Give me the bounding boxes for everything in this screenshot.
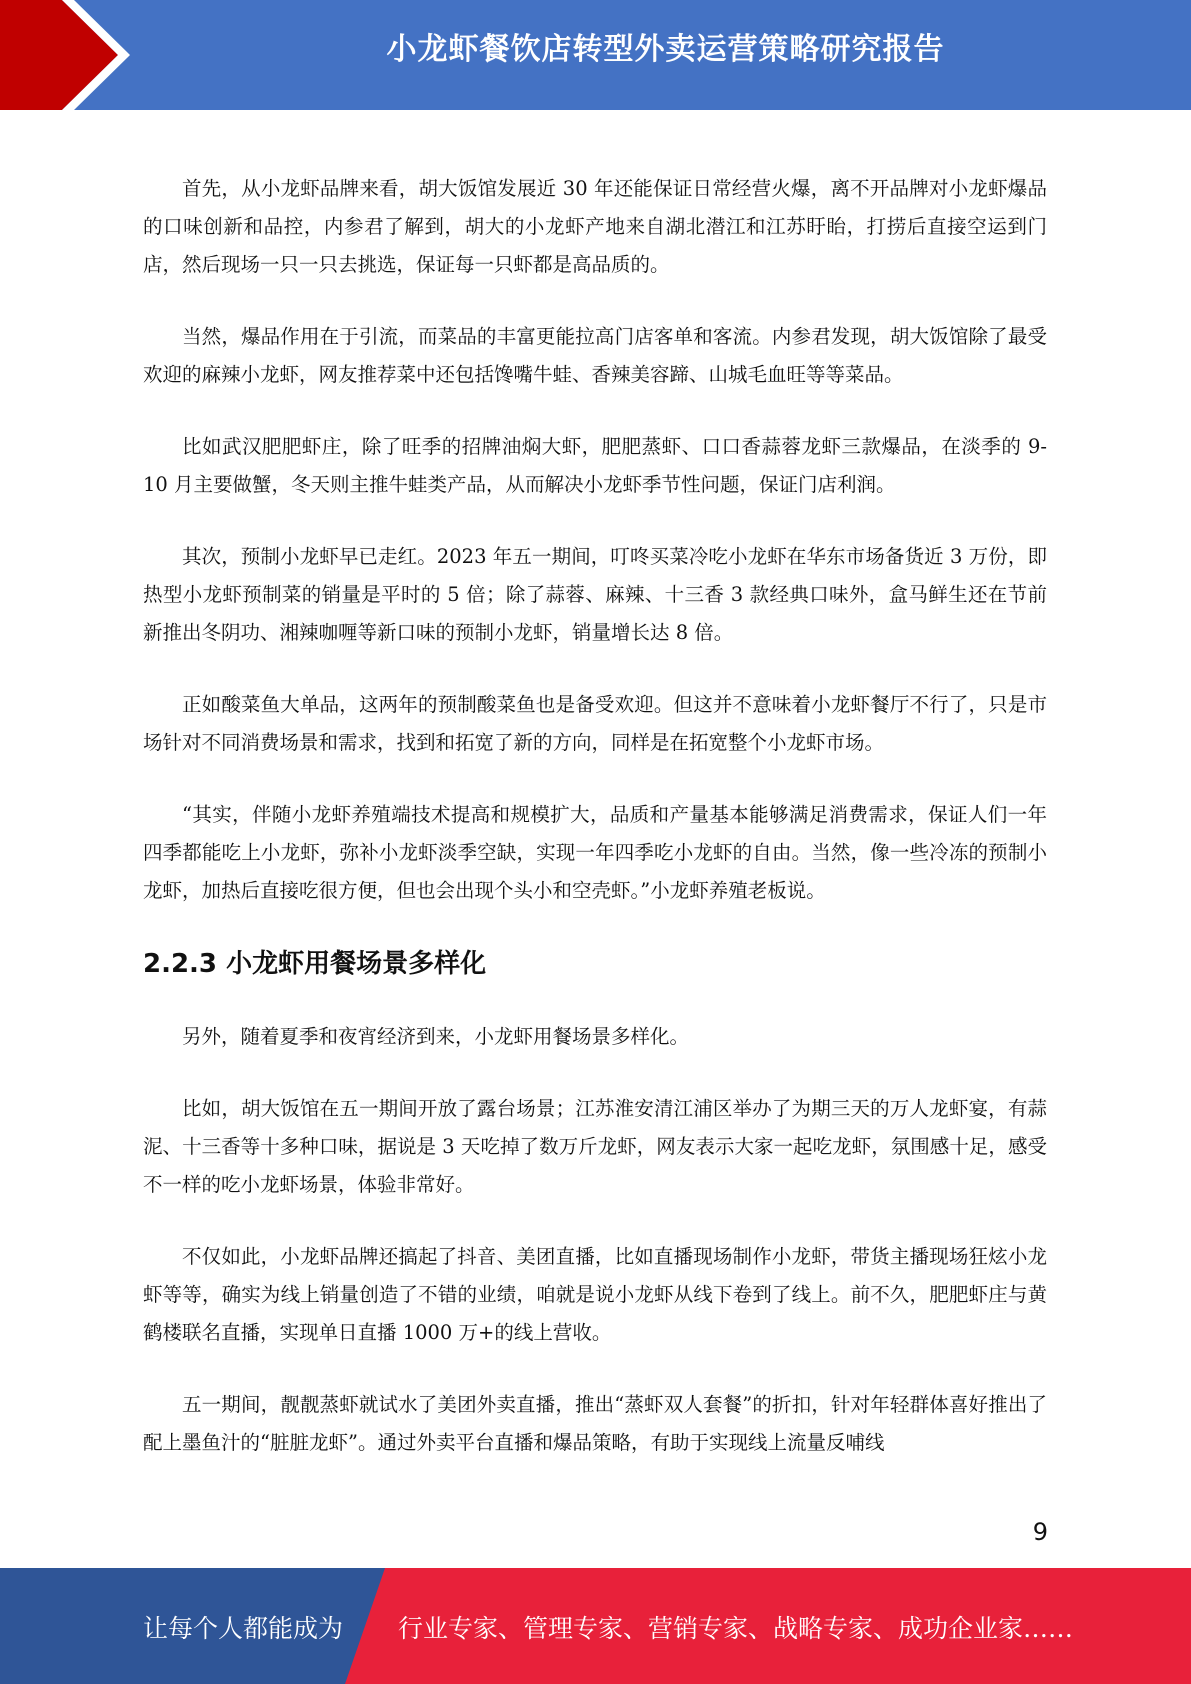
header-banner [0,0,1191,110]
paragraph-farmer-quote: “其实，伴随小龙虾养殖端技术提高和规模扩大，品质和产量基本能够满足消费需求，保证人们一年四季都能吃上小龙虾，弥补小龙虾淡季空缺，实现一年四季吃小龙虾的自由。当然，像一些冷冻的预制小龙虾，加热后直接吃很方便，但也会出现个头小和空壳虾。”小龙虾养殖老板说。 [143,803,1047,902]
document-body [143,170,1047,1496]
footer-slogan-right: 行业专家、管理专家、营销专家、战略专家、成功企业家…… [398,1614,1074,1643]
paragraph-dining-scenes: 另外，随着夏季和夜宵经济到来，小龙虾用餐场景多样化。 [182,1025,690,1048]
section-heading: 2.2.3 小龙虾用餐场景多样化 [143,949,487,979]
paragraph-prepared-crayfish: 其次，预制小龙虾早已走红。2023 年五一期间，叮咚买菜冷吃小龙虾在华东市场备货近 3 万份，即热型小龙虾预制菜的销量是平时的 5 倍；除了蒜蓉、麻辣、十三香 3 款经典口味外，盒马鲜生还在节前新推出冬阴功、湘辣咖喱等新口味的预制小龙虾，销量增长达 8 倍。 [143,545,1047,644]
paragraph-terrace-festival: 比如，胡大饭馆在五一期间开放了露台场景；江苏淮安清江浦区举办了为期三天的万人龙虾宴，有蒜泥、十三香等十多种口味，据说是 3 天吃掉了数万斤龙虾，网友表示大家一起吃龙虾，氛围感十足，感受不一样的吃小龙虾场景，体验非常好。 [143,1097,1047,1196]
footer-banner [0,1568,1191,1684]
paragraph-meituan-livestream: 五一期间，靓靓蒸虾就试水了美团外卖直播，推出“蒸虾双人套餐”的折扣，针对年轻群体喜好推出了配上墨鱼汁的“脏脏龙虾”。通过外卖平台直播和爆品策略，有助于实现线上流量反哺线 [143,1393,1047,1454]
paragraph-seasonal-products: 比如武汉肥肥虾庄，除了旺季的招牌油焖大虾，肥肥蒸虾、口口香蒜蓉龙虾三款爆品，在淡季的 9-10 月主要做蟹，冬天则主推牛蛙类产品，从而解决小龙虾季节性问题，保证门店利润。 [143,435,1047,496]
page-number: 9 [1032,1518,1048,1546]
paragraph-menu-variety: 当然，爆品作用在于引流，而菜品的丰富更能拉高门店客单和客流。内参君发现，胡大饭馆除了最受欢迎的麻辣小龙虾，网友推荐菜中还包括馋嘴牛蛙、香辣美容蹄、山城毛血旺等等菜品。 [143,325,1047,386]
footer-slogan-left: 让每个人都能成为 [143,1614,344,1643]
paragraph-brand-quality: 首先，从小龙虾品牌来看，胡大饭馆发展近 30 年还能保证日常经营火爆，离不开品牌对小龙虾爆品的口味创新和品控，内参君了解到，胡大的小龙虾产地来自湖北潜江和江苏盱眙，打捞后直接空运到门店，然后现场一只一只去挑选，保证每一只虾都是高品质的。 [143,177,1047,276]
paragraph-live-streaming: 不仅如此，小龙虾品牌还搞起了抖音、美团直播，比如直播现场制作小龙虾，带货主播现场狂炫小龙虾等等，确实为线上销量创造了不错的业绩，咱就是说小龙虾从线下卷到了线上。前不久，肥肥虾庄与黄鹤楼联名直播，实现单日直播 1000 万+的线上营收。 [143,1245,1047,1344]
header-red-arrow-shape [0,0,160,110]
paragraph-pickled-fish-analogy: 正如酸菜鱼大单品，这两年的预制酸菜鱼也是备受欢迎。但这并不意味着小龙虾餐厅不行了，只是市场针对不同消费场景和需求，找到和拓宽了新的方向，同样是在拓宽整个小龙虾市场。 [143,693,1047,754]
report-title: 小龙虾餐饮店转型外卖运营策略研究报告 [386,32,945,67]
